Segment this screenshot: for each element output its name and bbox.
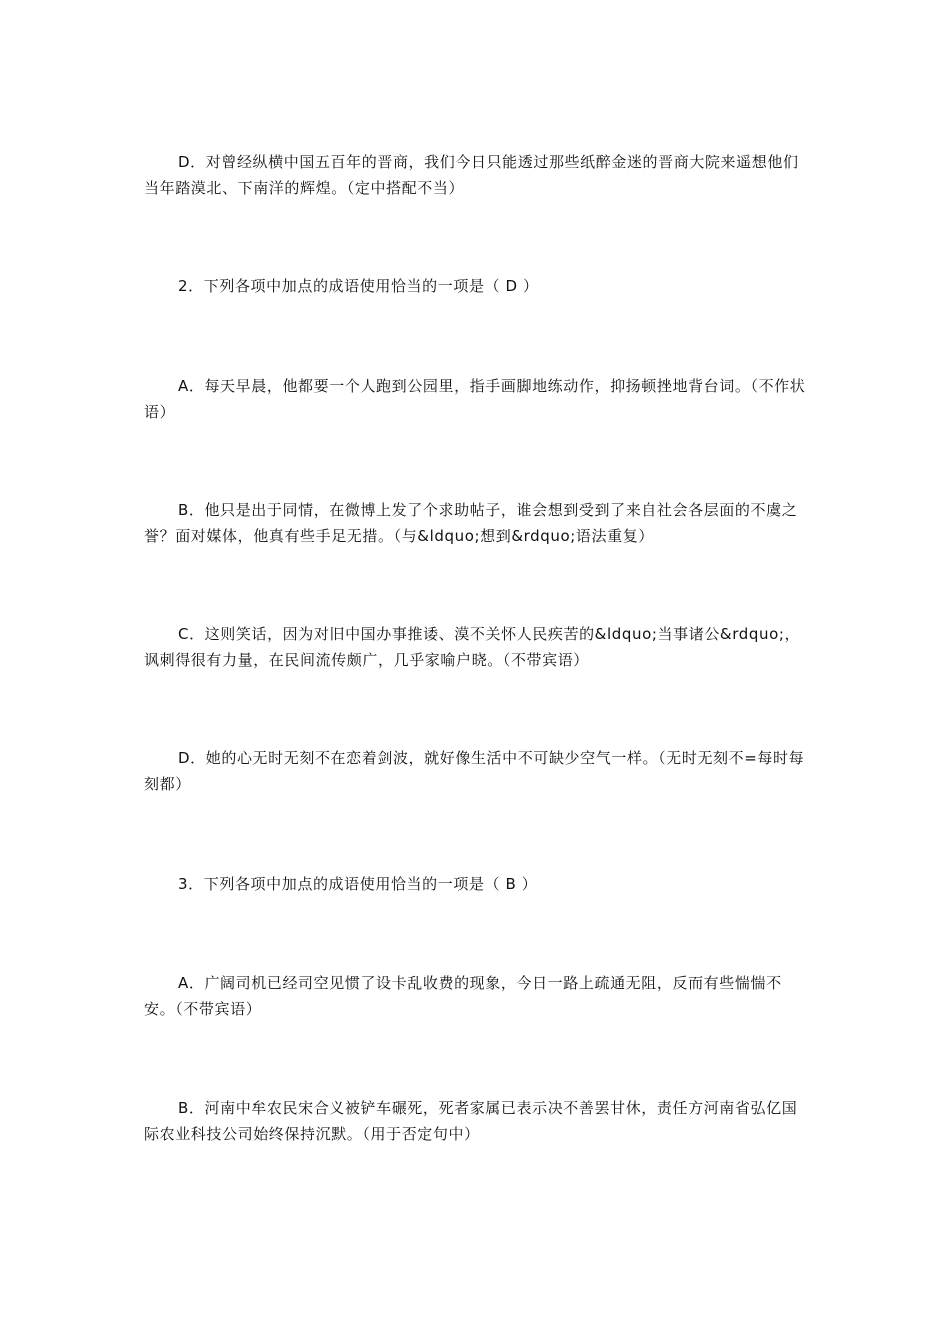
paragraph-q3-option-b: B．河南中牟农民宋合义被铲车碾死，死者家属已表示决不善罢甘休，责任方河南省弘亿国际农业科技公司始终保持沉默。（用于否定句中）	[144, 1099, 798, 1143]
paragraph-q2-option-b: B．他只是出于同情，在微博上发了个求助帖子，谁会想到受到了来自社会各层面的不虞之誉？面对媒体，他真有些手足无措。（与&ldquo;想到&rdquo;语法重复）	[144, 501, 798, 545]
paragraph-q2-option-d: D．她的心无时无刻不在恋着剑波，就好像生活中不可缺少空气一样。（无时无刻不=每时每刻都）	[144, 749, 805, 793]
paragraph-q2-option-a: A．每天早晨，他都要一个人跑到公园里，指手画脚地练动作，抑扬顿挫地背台词。（不作状语）	[144, 377, 806, 421]
paragraph-option-d-jinshang: D．对曾经纵横中国五百年的晋商，我们今日只能透过那些纸醉金迷的晋商大院来遥想他们当年踏漠北、下南洋的辉煌。（定中搭配不当）	[144, 153, 799, 197]
paragraph-question-3: 3．下列各项中加点的成语使用恰当的一项是（ B ）	[178, 875, 538, 893]
paragraph-q2-option-c: C．这则笑话，因为对旧中国办事推诿、漠不关怀人民疾苦的&ldquo;当事诸公&rdquo;，讽刺得很有力量，在民间流传颇广，几乎家喻户晓。（不带宾语）	[144, 625, 801, 669]
paragraph-q3-option-a: A．广阔司机已经司空见惯了设卡乱收费的现象，今日一路上疏通无阻，反而有些惴惴不安。（不带宾语）	[144, 974, 782, 1018]
paragraph-question-2: 2．下列各项中加点的成语使用恰当的一项是（ D ）	[178, 277, 539, 295]
